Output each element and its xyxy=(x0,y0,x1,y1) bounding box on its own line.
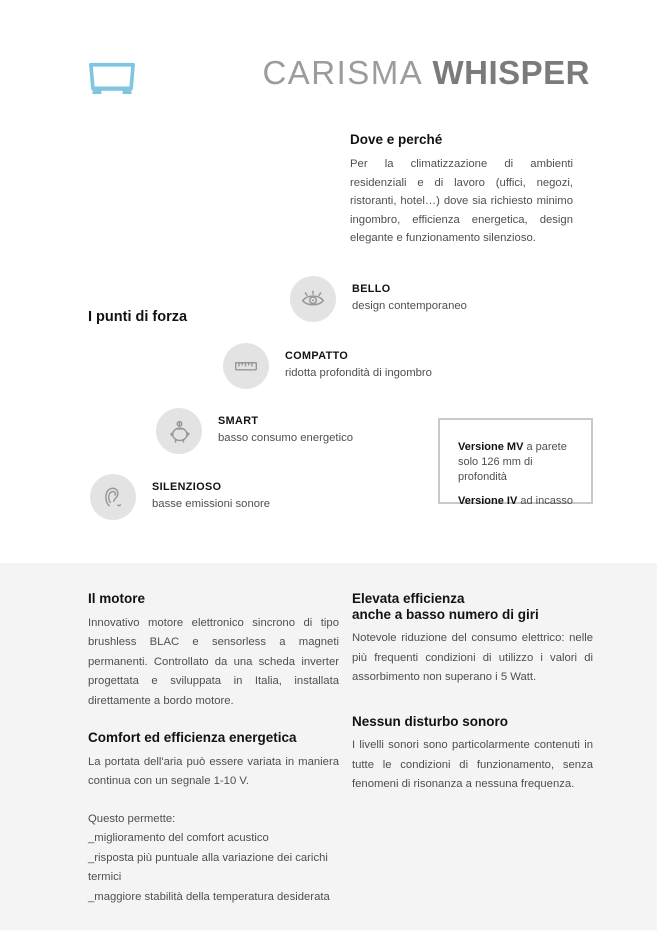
efficiency-body: Notevole riduzione del consumo elettrico: nelle più frequenti condizioni di utilizzo i valori di assorbimento non superano i 5 Watt. xyxy=(352,632,593,683)
version-iv-line: Versione IV ad incasso xyxy=(458,495,573,507)
noise-body: I livelli sonori sono particolarmente contenuti in tutte le condizioni di funzionamento, senza fenomeni di risonanza a nessuna frequenza. xyxy=(352,739,593,790)
intro-body: Per la climatizzazione di ambienti residenziali e di lavoro (uffici, negozi, ristoranti, hotel…) dove sia richiesto minimo ingombro, efficienza energetica, design elegante e funzionamento silenzioso. xyxy=(350,158,573,245)
strengths-heading: I punti di forza xyxy=(88,309,188,325)
motor-title: Il motore xyxy=(88,591,146,606)
version-mv-depth: solo 126 mm di profondità xyxy=(458,456,533,483)
feature-label: COMPATTO xyxy=(285,350,349,362)
feature-circle xyxy=(156,408,202,454)
details-section xyxy=(0,563,657,930)
feature-description: basse emissioni sonore xyxy=(152,498,271,510)
intro-title: Dove e perché xyxy=(350,132,443,147)
feature-circle xyxy=(90,474,136,520)
page-title-product: CARISMA xyxy=(262,54,424,91)
details-column-right xyxy=(352,591,593,795)
comfort-list-item: _miglioramento del comfort acustico xyxy=(88,832,269,844)
version-mv-line: Versione MV a parete xyxy=(458,441,567,453)
efficiency-title: Elevata efficienza anche a basso numero di giri xyxy=(352,591,539,622)
comfort-title: Comfort ed efficienza energetica xyxy=(88,730,297,745)
feature-label: SMART xyxy=(218,415,259,427)
ear-icon xyxy=(100,484,126,510)
feature-description: design contemporaneo xyxy=(352,300,467,312)
intro-section xyxy=(350,132,573,248)
comfort-list-intro: Questo permette: xyxy=(88,812,176,825)
version-info-box xyxy=(438,418,593,507)
motor-body: Innovativo motore elettronico sincrono di tipo brushless BLAC e sensorless a magneti permanenti. Controllato da una scheda inverter progettata e sviluppata in Italia, installata direttamente a bordo motore. xyxy=(88,616,339,707)
fancoil-unit-icon xyxy=(86,61,138,101)
page-title-model: WHISPER xyxy=(432,54,590,91)
feature-description: ridotta profondità di ingombro xyxy=(285,367,432,379)
eye-icon xyxy=(300,286,326,312)
comfort-body: La portata dell'aria può essere variata in maniera continua con un segnale 1-10 V. xyxy=(88,755,339,787)
feature-description: basso consumo energetico xyxy=(218,432,354,444)
ruler-icon xyxy=(233,353,259,379)
piggy-bank-icon xyxy=(166,418,193,445)
comfort-list-item: _maggiore stabilità della temperatura desiderata xyxy=(88,890,330,903)
comfort-list-item: _risposta più puntuale alla variazione dei carichi termici xyxy=(88,851,328,883)
feature-label: BELLO xyxy=(352,283,391,295)
feature-circle xyxy=(223,343,269,389)
details-column-left xyxy=(88,591,339,907)
page-title xyxy=(262,54,590,92)
feature-circle xyxy=(290,276,336,322)
noise-title: Nessun disturbo sonoro xyxy=(352,713,509,729)
feature-label: SILENZIOSO xyxy=(152,481,222,493)
